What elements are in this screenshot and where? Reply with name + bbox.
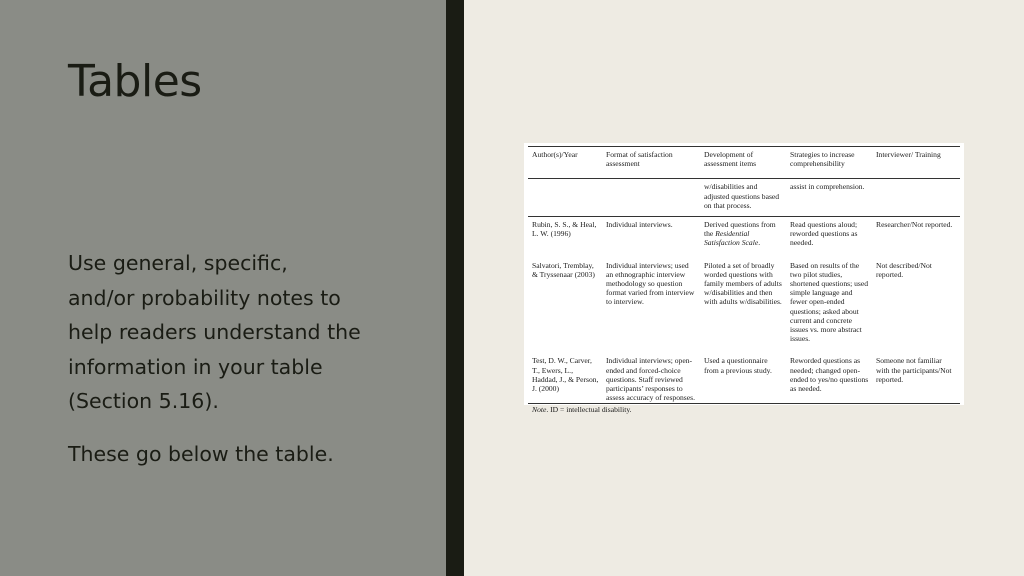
apa-table — [528, 146, 960, 415]
table-row — [528, 353, 960, 404]
table-cell — [528, 179, 602, 217]
header-cell: Author(s)/Year — [528, 147, 602, 179]
table-row — [528, 258, 960, 354]
below-table-note: These go below the table. — [68, 441, 334, 466]
table-cell: Individual interviews; open-ended and forced-choice questions. Staff reviewed participants’ responses to assess accuracy of responses. — [602, 353, 700, 404]
body-line: (Section 5.16). — [68, 389, 219, 413]
note-label: Note — [532, 405, 547, 415]
table-cell: Rubin, S. S., & Heal, L. W. (1996) — [532, 220, 597, 239]
table-note-row — [528, 404, 960, 415]
table-cell: Individual interviews. — [606, 220, 673, 230]
table-cell: Someone not familiar with the participants/Not reported. — [872, 353, 960, 404]
table-cell: Researcher/Not reported. — [876, 220, 953, 230]
body-line: help readers understand the — [68, 320, 361, 344]
table-header-row — [528, 147, 960, 179]
table-cell: Not described/Not reported. — [876, 260, 932, 279]
table-cell: w/disabilities and adjusted questions based on that process. — [700, 179, 786, 217]
note-text: . ID = intellectual disability. — [546, 405, 632, 415]
slide-body — [68, 246, 408, 471]
table-cell: Test, D. W., Carver, T., Ewers, L., Haddad, J., & Person, J. (2000) — [528, 353, 602, 404]
table-note — [528, 404, 960, 415]
header-cell: Development of assessment items — [700, 147, 786, 179]
header-cell: Interviewer/ Training — [872, 147, 960, 179]
body-paragraph — [68, 246, 408, 419]
table-cell: Piloted a set of broadly worded questions with family members of adults w/disabilities and then with adults w/disabilities. — [704, 260, 782, 307]
table-cell: Reworded questions as needed; changed open-ended to yes/no questions as needed. — [786, 353, 872, 404]
body-line: information in your table — [68, 354, 323, 379]
table-cell: Salvatori, Tremblay, & Tryssenaar (2003) — [532, 260, 595, 279]
body-line: Use general, specific, — [68, 251, 288, 275]
table-row — [528, 217, 960, 258]
table-cell: Used a questionnaire from a previous study. — [700, 353, 786, 404]
vertical-divider-bar — [446, 0, 464, 576]
table-cell: Based on results of the two pilot studies, shortened questions; used simple language and fewer open-ended questions; asked about current and concrete issues vs. more abstract issues. — [790, 260, 869, 344]
table-cell — [602, 179, 700, 217]
cell-text: Derived questions from the — [704, 220, 776, 239]
body-line: and/or probability notes to — [68, 285, 341, 310]
slide-title: Tables — [68, 56, 202, 107]
table-cell — [872, 179, 960, 217]
cell-text: . — [758, 238, 761, 248]
table-cell: Read questions aloud; reworded questions as needed. — [790, 220, 858, 248]
table-row — [528, 179, 960, 217]
table-cell: Individual interviews; used an ethnographic interview methodology so question format varied from interview to interview. — [606, 260, 695, 307]
cell-italic-text: Residential Satisfaction Scale — [704, 229, 759, 248]
header-cell: Strategies to increase comprehensibility — [786, 147, 872, 179]
table-cell: assist in comprehension. — [786, 179, 872, 217]
table-cell — [700, 217, 786, 258]
example-table-image — [524, 143, 964, 415]
header-cell: Format of satisfaction assessment — [602, 147, 700, 179]
